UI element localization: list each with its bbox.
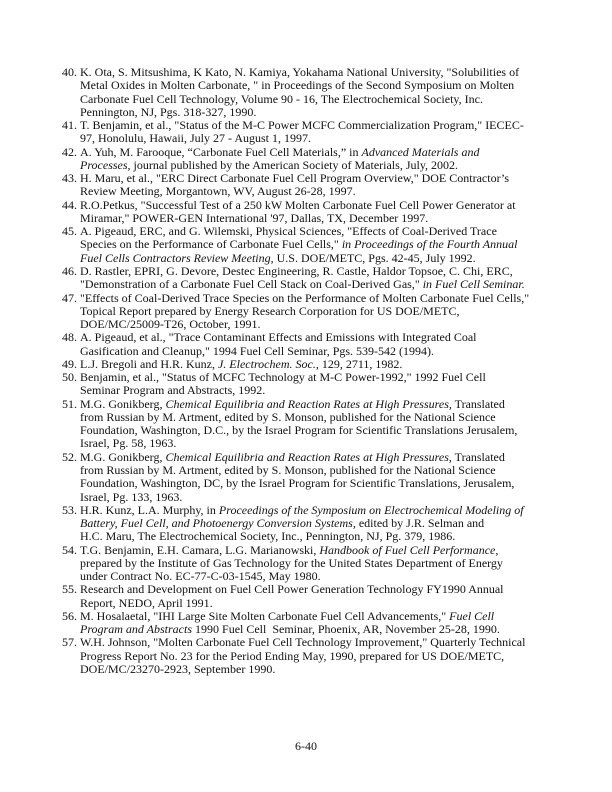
reference-text: Translated: [451, 449, 505, 464]
reference-number: 56.: [62, 608, 77, 623]
reference-line: [80, 159, 562, 172]
reference-text: K. Ota, S. Mitsushima, K Kato, N. Kamiya, Yokahama National University, "Solubilities of: [80, 65, 520, 79]
reference-number: 53.: [62, 502, 77, 517]
reference-text: Progress Report No. 23 for the Period Ending May, 1990, prepared for US DOE/METC,: [80, 648, 505, 663]
reference-number: 40.: [62, 65, 77, 79]
reference-line: [80, 504, 562, 517]
reference-item: [62, 544, 562, 584]
reference-line: [80, 146, 562, 159]
reference-line: [80, 252, 562, 265]
reference-text: Miramar," POWER-GEN International '97, Dallas, TX, December 1997.: [80, 210, 429, 225]
reference-item: [62, 398, 562, 451]
reference-title-italic: in Proceedings of the Fourth Annual: [341, 237, 518, 252]
reference-text: DOE/MC/25009-T26, October, 1991.: [80, 317, 261, 332]
reference-text: Carbonate Fuel Cell Technology, Volume 90 - 16, The Electrochemical Society, Inc.: [80, 91, 483, 106]
reference-text: from Russian by M. Artment, edited by S. Monson, published for the National Science: [80, 462, 496, 477]
reference-item: [62, 610, 562, 637]
reference-number: 43.: [62, 171, 77, 186]
reference-title-italic: Processes: [80, 157, 128, 172]
reference-item: [62, 119, 562, 146]
reference-list: [62, 66, 562, 676]
reference-title-italic: Advanced Materials and: [361, 144, 480, 159]
reference-line: [80, 66, 562, 79]
reference-line: [80, 610, 562, 623]
reference-number: 45.: [62, 224, 77, 239]
reference-text: T. Benjamin, et al., "Status of the M-C Power MCFC Commercialization Program," IECEC-: [80, 118, 524, 133]
reference-line: [80, 491, 562, 504]
reference-line: [80, 358, 562, 371]
reference-line: [80, 199, 562, 212]
reference-text: T.G. Benjamin, E.H. Camara, L.G. Marianowski,: [80, 542, 320, 557]
reference-text: R.O.Petkus, "Successful Test of a 250 kW Molten Carbonate Fuel Cell Power Generator at: [80, 197, 516, 212]
reference-text: from Russian by M. Artment, edited by S. Monson, published for the National Science: [80, 409, 496, 424]
reference-line: [80, 331, 562, 344]
reference-number: 49.: [62, 356, 77, 371]
reference-text: "Effects of Coal-Derived Trace Species on the Performance of Molten Carbonate Fuel Cells,": [80, 290, 530, 305]
reference-item: [62, 371, 562, 398]
reference-item: [62, 66, 562, 119]
reference-line: [80, 517, 562, 530]
reference-text: Topical Report prepared by Energy Research Corporation for US DOE/METC,: [80, 303, 460, 318]
reference-text: DOE/MC/23270-2923, September 1990.: [80, 661, 276, 676]
reference-title-italic: Fuel Cells Contractors Review Meeting: [80, 250, 271, 265]
reference-text: Benjamin, et al., "Status of MCFC Technology at M-C Power-1992," 1992 Fuel Cell: [80, 370, 486, 385]
reference-item: [62, 451, 562, 504]
reference-line: [80, 225, 562, 238]
reference-line: [80, 597, 562, 610]
reference-item: [62, 199, 562, 226]
reference-line: [80, 451, 562, 464]
reference-title-italic: Handbook of Fuel Cell Performance,: [319, 542, 499, 557]
reference-text: H.C. Maru, The Electrochemical Society, Inc., Pennington, NJ, Pg. 379, 1986.: [80, 529, 456, 544]
reference-text: , U.S. DOE/METC, Pgs. 42-45, July 1992.: [270, 250, 476, 265]
reference-line: [80, 557, 562, 570]
reference-text: Pennington, NJ, Pgs. 318-327, 1990.: [80, 104, 257, 119]
reference-line: [80, 132, 562, 145]
reference-line: [80, 623, 562, 636]
reference-item: [62, 146, 562, 173]
reference-item: [62, 358, 562, 371]
reference-number: 41.: [62, 118, 77, 133]
reference-text: H. Maru, et al., "ERC Direct Carbonate Fuel Cell Program Overview," DOE Contractor’s: [80, 171, 510, 186]
reference-number: 50.: [62, 370, 77, 385]
reference-text: A. Pigeaud, ERC, and G. Wilemski, Physical Sciences, "Effects of Coal-Derived Trace: [80, 224, 497, 239]
reference-line: [80, 106, 562, 119]
reference-line: [80, 583, 562, 596]
reference-number: 47.: [62, 290, 77, 305]
reference-line: [80, 464, 562, 477]
reference-title-italic: Battery, Fuel Cell, and Photoenergy Conversion Systems,: [80, 516, 356, 531]
reference-text: edited by J.R. Selman and: [355, 516, 485, 531]
reference-number: 54.: [62, 542, 77, 557]
reference-title-italic: in Fuel Cell Seminar.: [422, 277, 525, 292]
reference-number: 46.: [62, 263, 77, 278]
reference-line: [80, 238, 562, 251]
reference-text: M.G. Gonikberg,: [80, 449, 166, 464]
reference-item: [62, 292, 562, 332]
reference-text: 1990 Fuel Cell Seminar, Phoenix, AR, November 25-28, 1990.: [192, 622, 500, 637]
reference-line: [80, 79, 562, 92]
reference-line: [80, 345, 562, 358]
reference-number: 52.: [62, 449, 77, 464]
reference-text: D. Rastler, EPRI, G. Devore, Destec Engineering, R. Castle, Haldor Topsoe, C. Chi, ERC,: [80, 263, 513, 278]
reference-line: [80, 424, 562, 437]
reference-text: L.J. Bregoli and H.R. Kunz,: [80, 356, 218, 371]
reference-item: [62, 225, 562, 265]
reference-text: M.G. Gonikberg,: [80, 396, 166, 411]
reference-number: 51.: [62, 396, 77, 411]
reference-line: [80, 437, 562, 450]
reference-line: [80, 663, 562, 676]
reference-item: [62, 583, 562, 610]
reference-line: [80, 292, 562, 305]
reference-text: prepared by the Institute of Gas Technology for the United States Department of Energy: [80, 555, 503, 570]
reference-text: Gasification and Cleanup," 1994 Fuel Cell Seminar, Pgs. 539-542 (1994).: [80, 343, 435, 358]
reference-line: [80, 212, 562, 225]
reference-text: Israel, Pg. 58, 1963.: [80, 436, 177, 451]
reference-text: 129, 2711, 1982.: [318, 356, 403, 371]
reference-text: A. Pigeaud, et al., "Trace Contaminant Effects and Emissions with Integrated Coal: [80, 330, 477, 345]
reference-title-italic: Chemical Equilibria and Reaction Rates at High Pressures,: [165, 449, 452, 464]
reference-number: 42.: [62, 144, 77, 159]
reference-line: [80, 477, 562, 490]
reference-number: 44.: [62, 197, 77, 212]
reference-text: Seminar Program and Abstracts, 1992.: [80, 383, 266, 398]
reference-text: M. Hosalaetal, "IHI Large Site Molten Carbonate Fuel Cell Advancements,": [80, 608, 450, 623]
reference-line: [80, 398, 562, 411]
reference-line: [80, 305, 562, 318]
reference-text: Metal Oxides in Molten Carbonate, " in Proceedings of the Second Symposium on Molten: [80, 78, 515, 93]
reference-number: 57.: [62, 635, 77, 650]
reference-line: [80, 636, 562, 649]
reference-text: Species on the Performance of Carbonate Fuel Cells,": [80, 237, 342, 252]
reference-text: under Contract No. EC-77-C-03-1545, May 1980.: [80, 569, 321, 584]
reference-item: [62, 265, 562, 292]
reference-line: [80, 93, 562, 106]
reference-line: [80, 570, 562, 583]
reference-title-italic: Chemical Equilibria and Reaction Rates at High Pressures,: [165, 396, 452, 411]
reference-text: Research and Development on Fuel Cell Power Generation Technology FY1990 Annual: [80, 582, 504, 597]
reference-line: [80, 172, 562, 185]
reference-text: 97, Honolulu, Hawaii, July 27 - August 1, 1997.: [80, 131, 311, 146]
reference-line: [80, 119, 562, 132]
reference-line: [80, 411, 562, 424]
reference-text: A. Yuh, M. Farooque, “Carbonate Fuel Cell Materials,” in: [80, 144, 362, 159]
reference-line: [80, 384, 562, 397]
reference-item: [62, 331, 562, 358]
reference-item: [62, 172, 562, 199]
reference-text: Foundation, Washington, DC, by the Israel Program for Scientific Translations, Jerusalem,: [80, 476, 515, 491]
reference-title-italic: Proceedings of the Symposium on Electrochemical Modeling of: [218, 502, 524, 517]
reference-line: [80, 530, 562, 543]
reference-item: [62, 504, 562, 544]
reference-title-italic: Program and Abstracts: [80, 622, 193, 637]
reference-title-italic: Fuel Cell: [449, 608, 495, 623]
reference-text: Israel, Pg. 133, 1963.: [80, 489, 183, 504]
reference-text: Translated: [451, 396, 505, 411]
reference-text: W.H. Johnson, "Molten Carbonate Fuel Cell Technology Improvement," Quarterly Technical: [80, 635, 526, 650]
reference-item: [62, 636, 562, 676]
reference-line: [80, 318, 562, 331]
reference-number: 55.: [62, 582, 77, 597]
reference-text: "Demonstration of a Carbonate Fuel Cell Stack on Coal-Derived Gas,": [80, 277, 423, 292]
reference-line: [80, 185, 562, 198]
reference-text: Report, NEDO, April 1991.: [80, 595, 213, 610]
reference-text: H.R. Kunz, L.A. Murphy, in: [80, 502, 219, 517]
reference-line: [80, 650, 562, 663]
reference-text: Foundation, Washington, D.C., by the Israel Program for Scientific Translations Jerusalem,: [80, 423, 518, 438]
reference-line: [80, 371, 562, 384]
reference-text: , journal published by the American Society of Materials, July, 2002.: [127, 157, 459, 172]
reference-line: [80, 278, 562, 291]
reference-line: [80, 265, 562, 278]
reference-number: 48.: [62, 330, 77, 345]
page-number: 6-40: [295, 739, 317, 753]
reference-text: Review Meeting, Morgantown, WV, August 26-28, 1997.: [80, 184, 356, 199]
reference-title-italic: J. Electrochem. Soc.,: [217, 356, 319, 371]
reference-line: [80, 544, 562, 557]
